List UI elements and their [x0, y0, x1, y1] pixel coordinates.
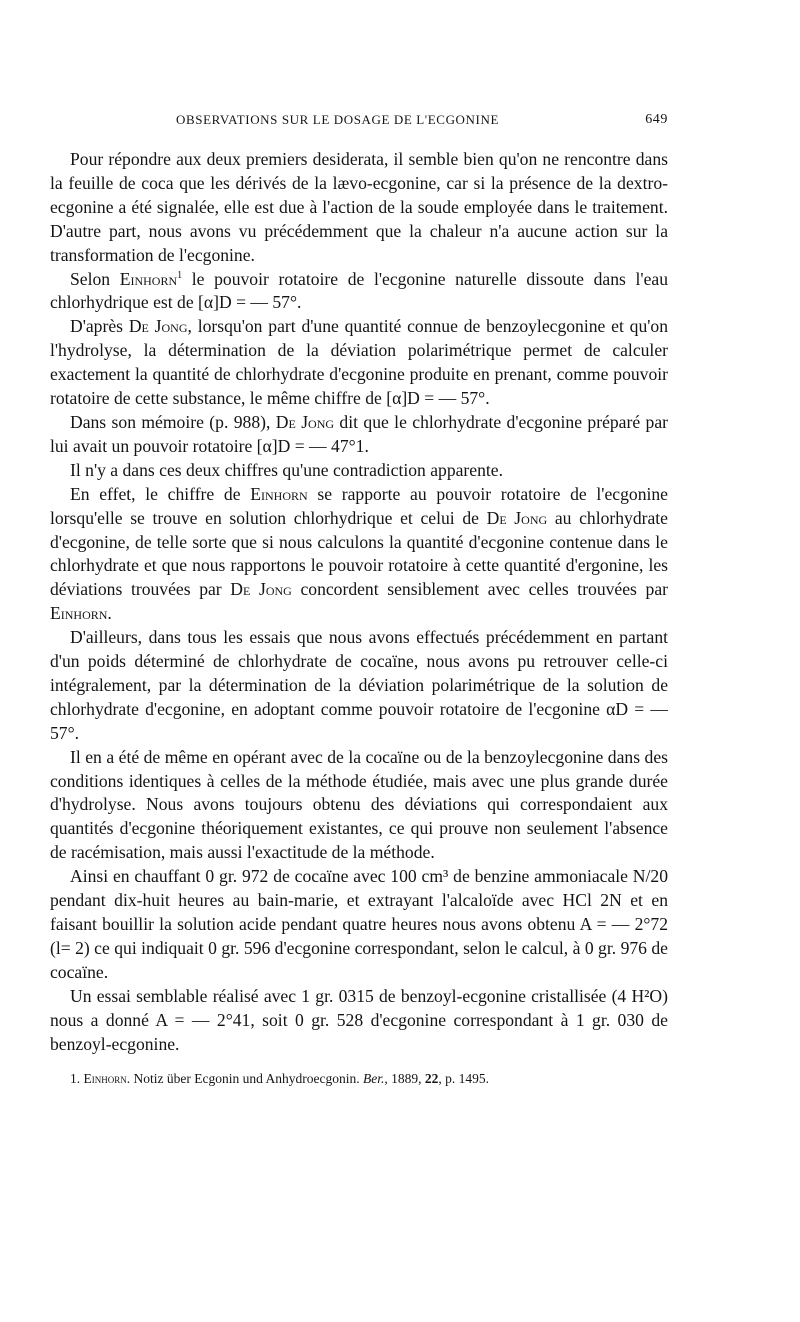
page-number: 649: [645, 112, 668, 127]
footnote: [50, 1070, 668, 1088]
footnote-marker: 1: [177, 269, 183, 281]
footnote-text-a: . Notiz über Ecgonin und Anhydroecgonin.: [126, 1071, 363, 1087]
paragraph-7: D'ailleurs, dans tous les essais que nous avons effectués précédemment en partant d'un poids déterminé de chlorhydrate de cocaïne, nous avons pu retrouver celle-ci intégralement, par la détermination de la déviation polarimétrique de la solution de chlorhydrate d'ecgonine, en adoptant comme pouvoir rotatoire de l'ecgonine αD = — 57°.: [50, 627, 668, 743]
paragraph-6: [50, 483, 668, 626]
author-de-jong: De Jong: [486, 507, 548, 528]
paragraph-4-end: dit que le chlorhydrate d'ecgonine préparé par lui avait un pouvoir rotatoire [α]D = — 47°1.: [50, 411, 669, 456]
paragraph-8: Il en a été de même en opérant avec de la cocaïne ou de la benzoylecgonine dans des conditions identiques à celles de la méthode étudiée, mais avec une plus grande durée d'hydrolyse. Nous avons toujours obtenu des déviations qui correspondaient aux quantités d'ecgonine théoriquement existantes, ce qui prouve non seulement l'absence de racémisation, mais aussi l'exactitude de la méthode.: [50, 746, 668, 863]
paragraph-10: Un essai semblable réalisé avec 1 gr. 0315 de benzoyl-ecgonine cristallisée (4 H²O) nous a donné A = — 2°41, soit 0 gr. 528 d'ecgonine correspondant à 1 gr. 030 de benzoyl-ecgonine.: [50, 985, 668, 1054]
paragraph-6-a: En effet, le chiffre de: [70, 483, 251, 504]
page: [50, 100, 668, 1088]
paragraph-2-start: Selon: [70, 268, 120, 289]
paragraph-4: [50, 411, 668, 459]
paragraph-2: [50, 268, 668, 316]
paragraph-2-end: le pouvoir rotatoire de l'ecgonine naturelle dissoute dans l'eau chlorhydrique est de [α]D = — 57°.: [50, 268, 668, 313]
author-einhorn: Einhorn: [250, 483, 308, 504]
paragraph-5: Il n'y a dans ces deux chiffres qu'une contradiction apparente.: [70, 459, 503, 480]
paragraph-3: [50, 315, 668, 411]
paragraph-1: Pour répondre aux deux premiers desiderata, il semble bien qu'on ne rencontre dans la feuille de coca que les dérivés de la lævo-ecgonine, car si la présence de la dextro-ecgonine a été signalée, elle est due à l'action de la soude employée dans le traitement. D'autre part, nous avons vu précédemment que la chaleur n'a aucune action sur la transformation de l'ecgonine.: [50, 149, 668, 265]
running-header: [50, 100, 668, 130]
footnote-text-c: , p. 1495.: [438, 1071, 489, 1087]
footnote-text-b: , 1889,: [384, 1071, 425, 1087]
author-de-jong: De Jong: [230, 579, 292, 600]
paragraph-4-start: Dans son mémoire (p. 988),: [70, 411, 276, 432]
running-title: OBSERVATIONS SUR LE DOSAGE DE L'ECGONINE: [176, 112, 499, 127]
paragraph-6-d: concordent sensiblement avec celles trouvées par: [291, 579, 669, 600]
footnote-journal: Ber.: [362, 1071, 385, 1087]
footnote-author: Einhorn: [83, 1071, 127, 1087]
paragraph-3-start: D'après: [70, 316, 129, 337]
author-einhorn: Einhorn: [50, 603, 108, 624]
paragraph-3-end: , lorsqu'on part d'une quantité connue de benzoylecgonine et qu'on l'hydrolyse, la détermination de la déviation polarimétrique permet de calculer exactement la quantité de chlorhydrate d'ecgonine produite en prenant, comme pouvoir rotatoire de cette substance, le même chiffre de [α]D = — 57°.: [50, 316, 668, 409]
author-einhorn: Einhorn: [119, 268, 178, 289]
author-de-jong: De Jong: [128, 316, 188, 337]
footnote-volume: 22: [424, 1071, 439, 1087]
paragraph-6-e: .: [107, 603, 112, 624]
footnote-number: 1.: [70, 1071, 81, 1087]
paragraph-6-c: au chlorhydrate d'ecgonine, de telle sorte que si nous calculons la quantité d'ecgonine contenue dans le chlorhydrate et que nous rapportons le pouvoir rotatoire à cette quantité d'ergonine, les déviations trouvées par: [50, 507, 668, 600]
body-text: [50, 148, 668, 1056]
author-de-jong: De Jong: [275, 411, 335, 432]
paragraph-9: Ainsi en chauffant 0 gr. 972 de cocaïne avec 100 cm³ de benzine ammoniacale N/20 pendant dix-huit heures au bain-marie, et extrayant l'alcaloïde avec HCl 2N et en faisant bouillir la solution acide pendant quatre heures nous avons obtenu A = — 2°72 (l= 2) ce qui indiquait 0 gr. 596 d'ecgonine correspondant, selon le calcul, à 0 gr. 976 de cocaïne.: [50, 866, 668, 982]
paragraph-6-b: se rapporte au pouvoir rotatoire de l'ecgonine lorsqu'elle se trouve en solution chlorhydrique et celui de: [50, 483, 668, 528]
